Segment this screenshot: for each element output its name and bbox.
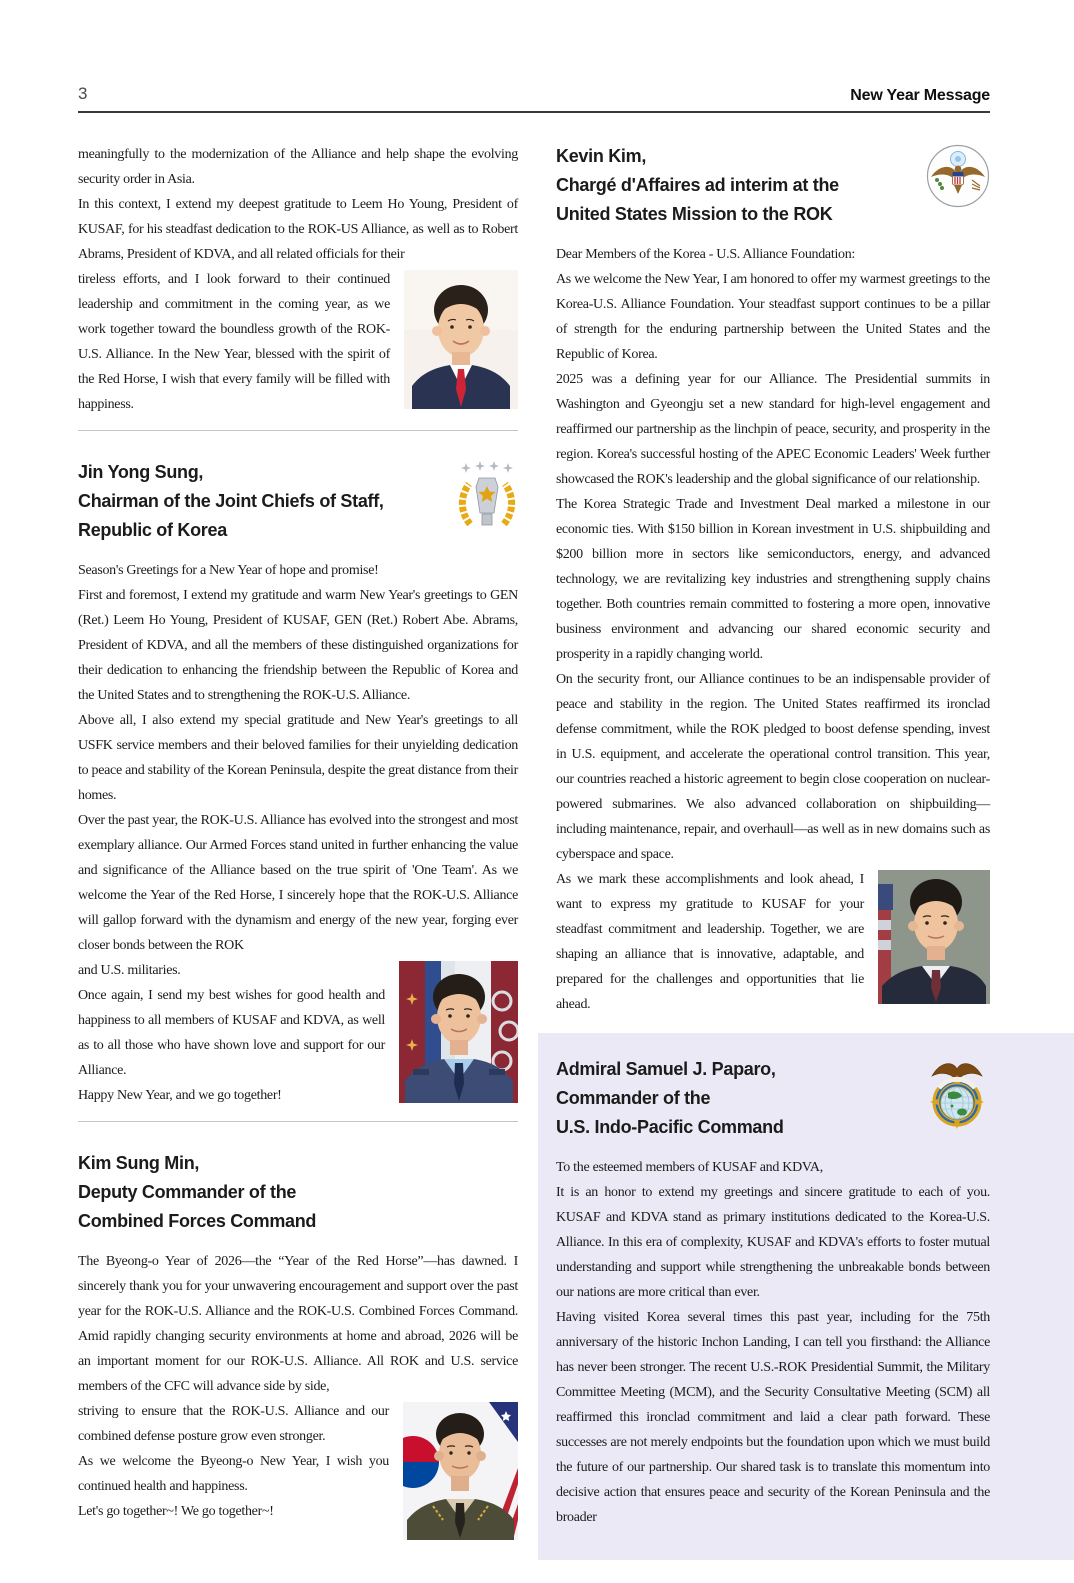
author-role: Republic of Korea [78, 520, 227, 540]
message-header [556, 1055, 990, 1142]
message-paragraph: Happy New Year, and we go together! [78, 1088, 282, 1103]
message-paragraph: meaningfully to the modernization of the Alliance and help shape the evolving security order in Asia. [78, 147, 518, 187]
message-paragraph: As we welcome the New Year, I am honored to offer my warmest greetings to the Korea-U.S. Alliance Foundation. Your steadfast support continues to be a pillar of strength for the enduring partnership between the United States and the Republic of Korea. [556, 272, 990, 362]
us-great-seal-icon [926, 144, 990, 208]
author-role: Deputy Commander of the [78, 1182, 297, 1202]
rok-jcs-emblem-icon [456, 460, 518, 530]
paragraph-with-photo [78, 267, 518, 417]
right-column [556, 142, 990, 1560]
message-kim-sung-min [78, 1149, 518, 1544]
author-role: Chargé d'Affaires ad interim at the [556, 175, 839, 195]
author-name: Kevin Kim, [556, 146, 647, 166]
message-paragraph: and U.S. militaries. [78, 963, 181, 978]
message-paragraph: striving to ensure that the ROK-U.S. Alliance and our combined defense posture grow even stronger. [78, 1404, 389, 1444]
author-role: Chairman of the Joint Chiefs of Staff, [78, 491, 384, 511]
paragraph-with-photo [556, 867, 990, 1017]
author-role: Commander of the [556, 1088, 711, 1108]
author-name: Admiral Samuel J. Paparo, [556, 1059, 776, 1079]
message-continuation [78, 142, 518, 417]
author-role: Combined Forces Command [78, 1211, 317, 1231]
us-indo-pacific-command-emblem-icon [924, 1057, 990, 1129]
message-paragraph: Above all, I also extend my special gratitude and New Year's greetings to all USFK service members and their beloved families for their unyielding dedication to peace and stability of the Korean Peninsula, despite the great distance from their homes. [78, 713, 518, 803]
message-paparo [556, 1055, 990, 1530]
message-paragraph: Over the past year, the ROK-U.S. Alliance has evolved into the strongest and most exemplary alliance. Our Armed Forces stand united in further enhancing the value and significance of the Alliance based on the true spirit of 'One Team'. As we welcome the Year of the Red Horse, I sincerely hope that the ROK-U.S. Alliance will gallop forward with the dynamism and energy of the new year, forging ever closer bonds between the ROK [78, 813, 518, 953]
message-paragraph: First and foremost, I extend my gratitude and warm New Year's greetings to GEN (Ret.) Leem Ho Young, President of KUSAF, GEN (Ret.) Robert Abe. Abrams, President of KDVA, and all the members of these distinguished organizations for their dedication to enhancing the friendship between the Republic of Korea and the United States and to strengthening the ROK-U.S. Alliance. [78, 588, 518, 703]
message-jin-yong-sung [78, 458, 518, 1108]
message-paragraph: On the security front, our Alliance continues to be an indispensable provider of peace and stability in the region. The United States reaffirmed its ironclad defense commitment, while the ROK pledged to boost defense spending, invest in U.S. equipment, and accelerate the operational control transition. This year, our countries reached a historic agreement to begin close cooperation on nuclear-powered submarines. We also advanced collaboration on shipbuilding—including maintenance, repair, and overhaull—as well as in new domains such as cyberspace and space. [556, 672, 990, 862]
message-paragraph: The Korea Strategic Trade and Investment Deal marked a milestone in our economic ties. With $150 billion in Korean investment in U.S. shipbuilding and $200 billion more in sectors like semiconductors, energy, and advanced technology, we are revitalizing key industries and strengthening supply chains together. Both countries remain committed to fostering a more open, innovative business environment and advancing our shared economic security and prosperity in a rapidly changing world. [556, 497, 990, 662]
portrait-photo-air-force-general [399, 961, 518, 1103]
message-paragraph: As we mark these accomplishments and look ahead, I want to express my gratitude to KUSAF for your steadfast commitment and leadership. Together, we are shaping an alliance that is innovative, adaptable, and prepared for the challenges and opportunities that lie ahead. [556, 872, 864, 1012]
message-paragraph: Once again, I send my best wishes for good health and happiness to all members of KUSAF and KDVA, as well as to all those who have shown love and support for our Alliance. [78, 988, 385, 1078]
left-column [78, 142, 518, 1544]
message-paragraph: Having visited Korea several times this past year, including for the 75th anniversary of the historic Inchon Landing, I can tell you firsthand: the Alliance has never been stronger. The recent U.S.-ROK Presidential Summit, the Military Committee Meeting (MCM), and the Security Consultative Meeting (SCM) all reaffirmed this ironclad commitment and laid a clear path forward. These successes are not merely endpoints but the foundation upon which we must build the future of our partnership. Our shared task is to translate this momentum into decisive action that ensures peace and security of the Korean Peninsula and the broader [556, 1310, 990, 1525]
message-paragraph: Let's go together~! We go together~! [78, 1504, 274, 1519]
message-paragraph: The Byeong-o Year of 2026—the “Year of the Red Horse”—has dawned. I sincerely thank you for your unwavering encouragement and support over the past year for the ROK-U.S. Alliance and the ROK-U.S. Combined Forces Command. Amid rapidly changing security environments at home and abroad, 2026 will be an important moment for our ROK-U.S. Alliance. All ROK and U.S. service members of the CFC will advance side by side, [78, 1254, 518, 1394]
message-paragraph: Season's Greetings for a New Year of hope and promise! [78, 563, 379, 578]
message-kevin-kim [556, 142, 990, 1017]
author-name: Kim Sung Min, [78, 1153, 200, 1173]
message-header [78, 458, 518, 545]
message-paragraph: In this context, I extend my deepest gratitude to Leem Ho Young, President of KUSAF, for his steadfast dedication to the ROK-US Alliance, as well as to Robert Abrams, President of KDVA, and all related officials for their [78, 197, 518, 262]
author-name: Jin Yong Sung, [78, 462, 204, 482]
message-header [556, 142, 990, 229]
paragraph-with-photo [78, 1399, 518, 1544]
paragraph-with-photo [78, 958, 518, 1108]
page-header-title: New Year Message [850, 87, 990, 104]
message-paragraph: 2025 was a defining year for our Alliance. The Presidential summits in Washington and Gyeongju set a new standard for high-level engagement and reaffirmed our partnership as the linchpin of peace, security, and prosperity in the region. Korea's successful hosting of the APEC Economic Leaders' Week further showcased the ROK's leadership and the global significance of our relationship. [556, 372, 990, 487]
message-paragraph: Dear Members of the Korea - U.S. Alliance Foundation: [556, 247, 856, 262]
portrait-photo-suit-red-tie [404, 270, 518, 409]
message-paragraph: As we welcome the Byeong-o New Year, I wish you continued health and happiness. [78, 1454, 389, 1494]
portrait-photo-army-general [403, 1402, 518, 1540]
author-role: United States Mission to the ROK [556, 204, 833, 224]
header-rule [78, 111, 990, 113]
section-divider [78, 430, 518, 431]
author-role: U.S. Indo-Pacific Command [556, 1117, 784, 1137]
section-divider [78, 1121, 518, 1122]
message-header [78, 1149, 518, 1236]
message-paragraph: To the esteemed members of KUSAF and KDVA, [556, 1160, 823, 1175]
highlight-box [538, 1033, 1074, 1560]
message-paragraph: It is an honor to extend my greetings and sincere gratitude to each of you. KUSAF and KDVA stand as primary institutions dedicated to the Korea-U.S. Alliance. In this era of complexity, KUSAF and KDVA's efforts to foster mutual understanding and support while strengthening the unbreakable bonds between our nations are more critical than ever. [556, 1185, 990, 1300]
message-paragraph: tireless efforts, and I look forward to their continued leadership and commitment in the coming year, as we work together toward the boundless growth of the ROK-U.S. Alliance. In the New Year, blessed with the spirit of the Red Horse, I wish that every family will be filled with happiness. [78, 272, 390, 412]
portrait-photo-diplomat [878, 870, 990, 1004]
page-number: 3 [78, 84, 88, 103]
